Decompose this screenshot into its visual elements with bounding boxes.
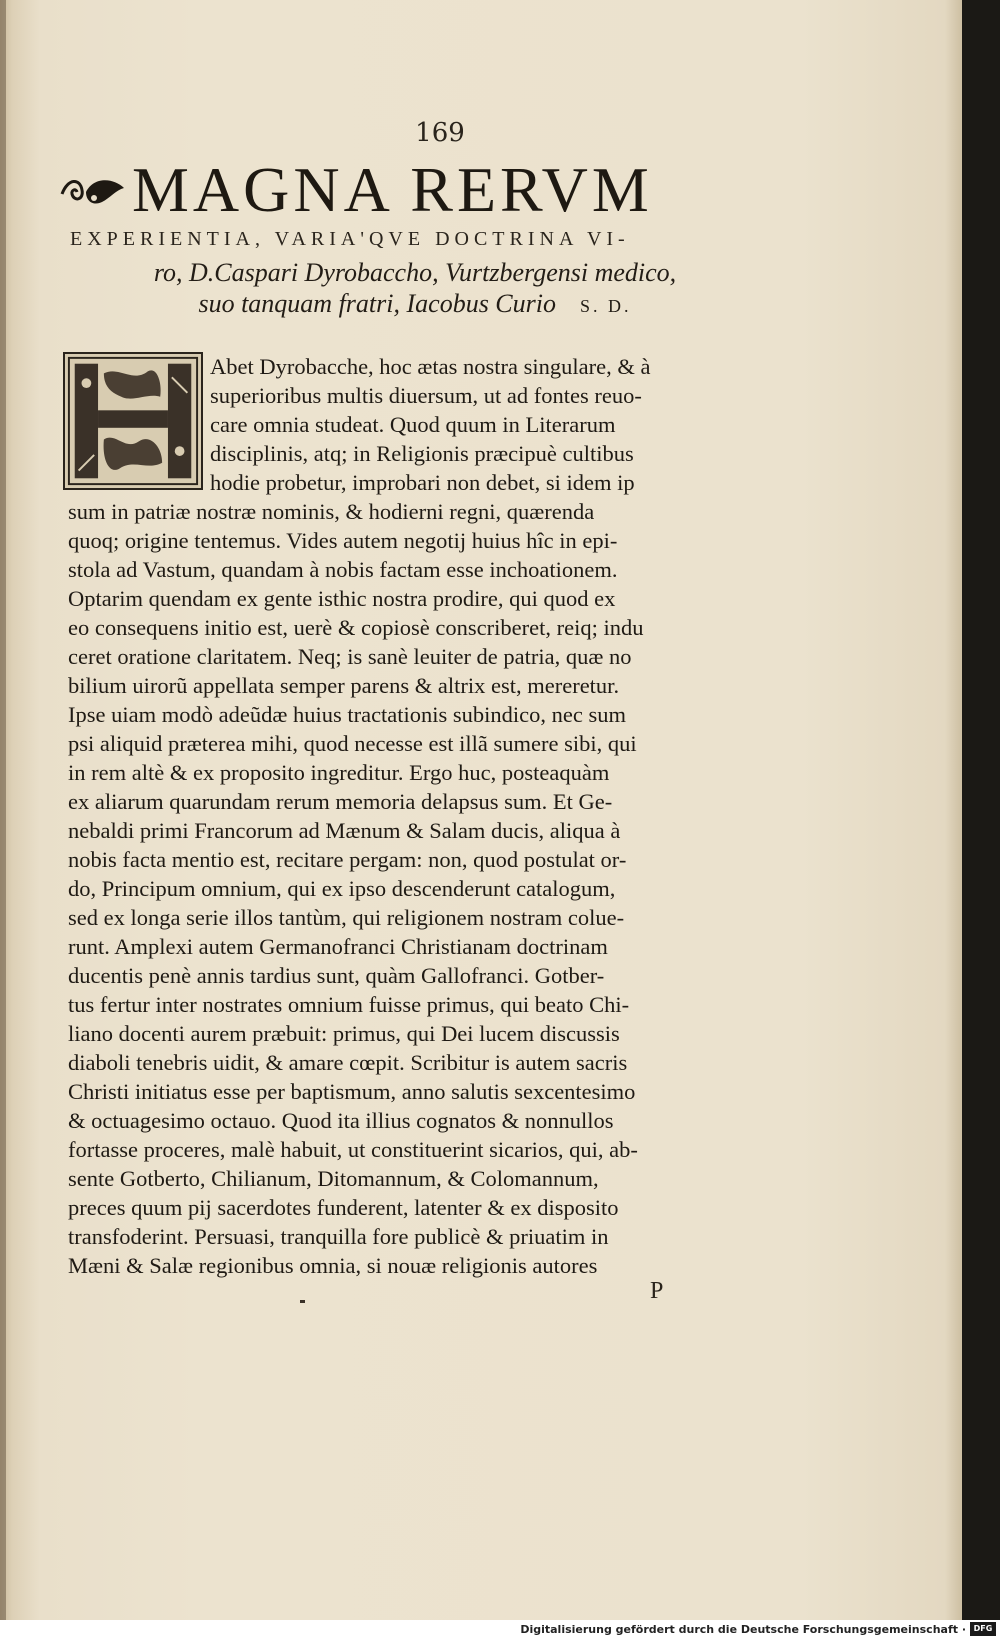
woodcut-initial-icon xyxy=(65,354,201,488)
text-line: quoq; origine tentemus. Vides autem negotij huius hîc in epi- xyxy=(68,528,618,553)
dedication-text: suo tanquam fratri, Iacobus Curio xyxy=(198,289,556,318)
text-line: stola ad Vastum, quandam à nobis factam esse inchoationem. xyxy=(68,557,618,582)
printer-mark xyxy=(300,1300,305,1303)
text-line: ex aliarum quarundam rerum memoria delapsus sum. Et Ge- xyxy=(68,789,613,814)
dfg-logo-icon: DFG xyxy=(970,1622,996,1636)
text-line: nebaldi primi Francorum ad Mænum & Salam ducis, aliqua à xyxy=(68,818,621,843)
text-line: Optarim quendam ex gente isthic nostra prodire, qui quod ex xyxy=(68,586,616,611)
signature-mark: P xyxy=(650,1278,664,1304)
text-line: diaboli tenebris uidit, & amare cœpit. Scribitur is autem sacris xyxy=(68,1050,628,1075)
text-line: in rem altè & ex proposito ingreditur. Ergo huc, posteaquàm xyxy=(68,760,610,785)
text-line: nobis facta mentio est, recitare pergam: non, quod postulat or- xyxy=(68,847,627,872)
text-line: sed ex longa serie illos tantùm, qui religionem nostram colue- xyxy=(68,905,625,930)
text-line: tus fertur inter nostrates omnium fuisse primus, qui beato Chi- xyxy=(68,992,630,1017)
text-line: & octuagesimo octauo. Quod ita illius cognatos & nonnullos xyxy=(68,1108,614,1133)
text-line: sum in patriæ nostræ nominis, & hodierni regni, quærenda xyxy=(68,499,595,524)
decorated-initial-h xyxy=(63,352,203,490)
text-line: liano docenti aurem præbuit: primus, qui Dei lucem discussis xyxy=(68,1021,620,1046)
subtitle: EXPERIENTIA, VARIA'QVE DOCTRINA VI- xyxy=(70,228,630,250)
fleuron-ornament-icon xyxy=(58,168,130,212)
text-line: ceret oratione claritatem. Neq; is sanè leuiter de patria, quæ no xyxy=(68,644,632,669)
dedication-line-1: ro, D.Caspari Dyrobaccho, Vurtzbergensi medico, xyxy=(153,258,677,287)
text-line: runt. Amplexi autem Germanofranci Christianam doctrinam xyxy=(68,934,608,959)
text-line: psi aliquid præterea mihi, quod necesse est illã sumere sibi, qui xyxy=(68,731,637,756)
salutation: S. D. xyxy=(580,296,632,316)
page-binding-edge xyxy=(0,0,6,1620)
text-line: Mæni & Salæ regionibus omnia, si nouæ religionis autores xyxy=(68,1253,598,1278)
text-line: eo consequens initio est, uerè & copiosè conscriberet, reiq; indu xyxy=(68,615,644,640)
text-line: Ipse uiam modò adeũdæ huius tractationis subindico, nec sum xyxy=(68,702,627,727)
chapter-heading xyxy=(58,152,758,228)
text-line: Abet Dyrobacche, hoc ætas nostra singulare, & à xyxy=(210,354,651,379)
text-line: care omnia studeat. Quod quum in Literarum xyxy=(210,412,616,437)
text-line: superioribus multis diuersum, ut ad fontes reuo- xyxy=(210,383,642,408)
dedication-line-2 xyxy=(70,289,760,319)
text-line: transfoderint. Persuasi, tranquilla fore publicè & priuatim in xyxy=(68,1224,609,1249)
text-line: Christi initiatus esse per baptismum, anno salutis sexcentesimo xyxy=(68,1079,636,1104)
text-line: fortasse proceres, malè habuit, ut constituerint sicarios, qui, ab- xyxy=(68,1137,638,1162)
text-line: ducentis penè annis tardius sunt, quàm Gallofranci. Gotber- xyxy=(68,963,605,988)
text-line: disciplinis, atq; in Religionis præcipuè cultibus xyxy=(210,441,634,466)
text-line: sente Gotberto, Chilianum, Ditomannum, & Colomannum, xyxy=(68,1166,599,1191)
page-title: MAGNA RERVM xyxy=(132,154,653,225)
text-line: preces quum pij sacerdotes funderent, latenter & ex disposito xyxy=(68,1195,619,1220)
page-number: 169 xyxy=(415,118,465,148)
text-line: hodie probetur, improbari non debet, si idem ip xyxy=(210,470,635,495)
footer-credit: Digitalisierung gefördert durch die Deutsche Forschungsgemeinschaft · xyxy=(520,1623,966,1636)
text-line: do, Principum omnium, qui ex ipso descenderunt catalogum, xyxy=(68,876,616,901)
text-line: bilium uirorũ appellata semper parens & altrix est, mereretur. xyxy=(68,673,620,698)
footer-bar xyxy=(0,1620,1000,1639)
